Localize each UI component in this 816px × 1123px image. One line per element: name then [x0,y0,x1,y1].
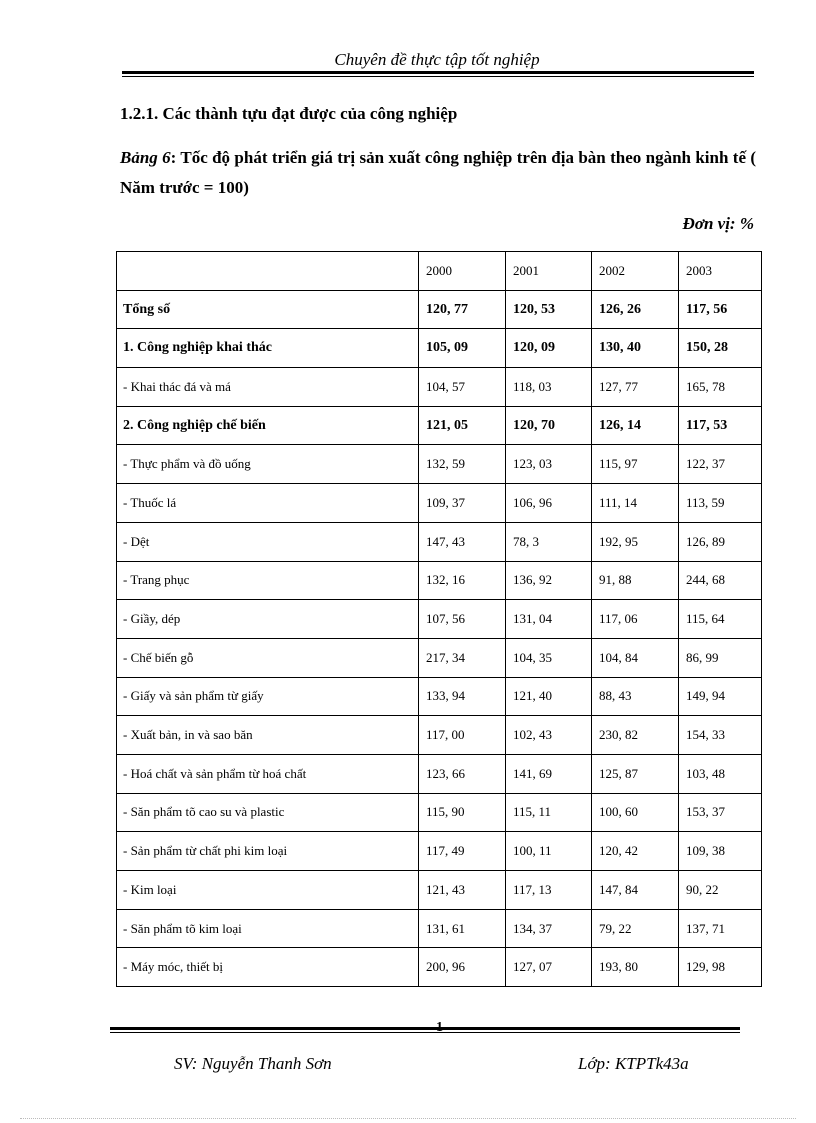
header-cell-year: 2003 [679,252,762,291]
table-row [117,677,762,716]
value-cell: 117, 06 [592,600,679,639]
table-caption-label: Bảng 6 [120,148,171,167]
row-label-cell: - Thuốc lá [117,484,419,523]
table-row [117,754,762,793]
row-label-cell: - Khai thác đá và má [117,368,419,407]
table-row [117,716,762,755]
value-cell: 192, 95 [592,522,679,561]
table-row [117,909,762,948]
value-cell: 126, 14 [592,406,679,445]
value-cell: 117, 49 [419,832,506,871]
page-edge-divider [20,1118,796,1119]
value-cell: 121, 40 [506,677,592,716]
table-row [117,445,762,484]
value-cell: 121, 43 [419,871,506,910]
header-cell [117,252,419,291]
value-cell: 132, 59 [419,445,506,484]
row-label-cell: - Chế biến gỗ [117,638,419,677]
value-cell: 200, 96 [419,948,506,987]
value-cell: 154, 33 [679,716,762,755]
value-cell: 121, 05 [419,406,506,445]
table-row [117,561,762,600]
value-cell: 126, 89 [679,522,762,561]
row-label-cell: - Thực phẩm và đồ uống [117,445,419,484]
row-label-cell: - Giấy và sản phẩm từ giấy [117,677,419,716]
value-cell: 130, 40 [592,329,679,368]
value-cell: 111, 14 [592,484,679,523]
section-heading: 1.2.1. Các thành tựu đạt được của công nghiệp [120,104,458,123]
value-cell: 153, 37 [679,793,762,832]
value-cell: 133, 94 [419,677,506,716]
value-cell: 118, 03 [506,368,592,407]
value-cell: 244, 68 [679,561,762,600]
value-cell: 120, 70 [506,406,592,445]
row-label-cell: - Sản phẩm từ chất phi kim loại [117,832,419,871]
table-caption [120,143,756,203]
value-cell: 129, 98 [679,948,762,987]
value-cell: 103, 48 [679,754,762,793]
value-cell: 131, 04 [506,600,592,639]
table-row [117,600,762,639]
value-cell: 127, 77 [592,368,679,407]
table-row [117,793,762,832]
row-label-cell: Tổng số [117,290,419,329]
row-label-cell: - Dệt [117,522,419,561]
table-body [117,252,762,987]
value-cell: 120, 42 [592,832,679,871]
table-header-row [117,252,762,291]
value-cell: 149, 94 [679,677,762,716]
value-cell: 78, 3 [506,522,592,561]
value-cell: 123, 03 [506,445,592,484]
table-row [117,368,762,407]
row-label-cell: - Kim loại [117,871,419,910]
value-cell: 230, 82 [592,716,679,755]
value-cell: 165, 78 [679,368,762,407]
value-cell: 193, 80 [592,948,679,987]
value-cell: 137, 71 [679,909,762,948]
value-cell: 134, 37 [506,909,592,948]
value-cell: 120, 53 [506,290,592,329]
table-row [117,329,762,368]
table-row [117,484,762,523]
row-label-cell: - Săn phẩm tõ cao su và plastic [117,793,419,832]
header-rule-thin [122,76,754,77]
table-row [117,290,762,329]
table-caption-text: : Tốc độ phát triển giá trị sản xuất công nghiệp trên địa bàn theo ngành kinh tế ( Năm trước = 100) [120,148,757,197]
value-cell: 105, 09 [419,329,506,368]
header-cell-year: 2001 [506,252,592,291]
value-cell: 141, 69 [506,754,592,793]
value-cell: 132, 16 [419,561,506,600]
value-cell: 117, 13 [506,871,592,910]
value-cell: 109, 37 [419,484,506,523]
table-row [117,522,762,561]
value-cell: 100, 11 [506,832,592,871]
row-label-cell: - Giầy, dép [117,600,419,639]
value-cell: 100, 60 [592,793,679,832]
value-cell: 150, 28 [679,329,762,368]
row-label-cell: - Xuất bản, in và sao băn [117,716,419,755]
table-row [117,638,762,677]
row-label-cell: - Máy móc, thiết bị [117,948,419,987]
value-cell: 113, 59 [679,484,762,523]
value-cell: 115, 11 [506,793,592,832]
value-cell: 107, 56 [419,600,506,639]
value-cell: 131, 61 [419,909,506,948]
value-cell: 79, 22 [592,909,679,948]
page-number: 1 [436,1020,443,1035]
value-cell: 104, 35 [506,638,592,677]
row-label-cell: - Săn phẩm tõ kim loại [117,909,419,948]
footer-rule-thin [110,1032,740,1033]
value-cell: 127, 07 [506,948,592,987]
page-header-title: Chuyên đề thực tập tốt nghiệp [334,50,540,69]
value-cell: 104, 57 [419,368,506,407]
value-cell: 88, 43 [592,677,679,716]
value-cell: 123, 66 [419,754,506,793]
value-cell: 109, 38 [679,832,762,871]
value-cell: 86, 99 [679,638,762,677]
value-cell: 117, 00 [419,716,506,755]
value-cell: 115, 64 [679,600,762,639]
value-cell: 122, 37 [679,445,762,484]
value-cell: 91, 88 [592,561,679,600]
row-label-cell: - Trang phục [117,561,419,600]
value-cell: 136, 92 [506,561,592,600]
footer-rule-thick [110,1027,740,1030]
table-row [117,406,762,445]
value-cell: 126, 26 [592,290,679,329]
data-table [116,251,762,987]
row-label-cell: - Hoá chất và sản phẩm từ hoá chất [117,754,419,793]
value-cell: 104, 84 [592,638,679,677]
value-cell: 90, 22 [679,871,762,910]
value-cell: 102, 43 [506,716,592,755]
value-cell: 147, 84 [592,871,679,910]
table-row [117,948,762,987]
value-cell: 106, 96 [506,484,592,523]
header-cell-year: 2000 [419,252,506,291]
value-cell: 117, 53 [679,406,762,445]
unit-label: Đơn vị: % [682,214,754,233]
header-cell-year: 2002 [592,252,679,291]
value-cell: 115, 97 [592,445,679,484]
row-label-cell: 1. Công nghiệp khai thác [117,329,419,368]
row-label-cell: 2. Công nghiệp chế biến [117,406,419,445]
value-cell: 115, 90 [419,793,506,832]
value-cell: 217, 34 [419,638,506,677]
header-rule-thick [122,71,754,74]
table-row [117,871,762,910]
value-cell: 120, 09 [506,329,592,368]
value-cell: 147, 43 [419,522,506,561]
table-row [117,832,762,871]
footer-student-name: SV: Nguyễn Thanh Sơn [174,1054,332,1073]
footer-class: Lớp: KTPTk43a [578,1054,689,1073]
value-cell: 120, 77 [419,290,506,329]
value-cell: 125, 87 [592,754,679,793]
value-cell: 117, 56 [679,290,762,329]
